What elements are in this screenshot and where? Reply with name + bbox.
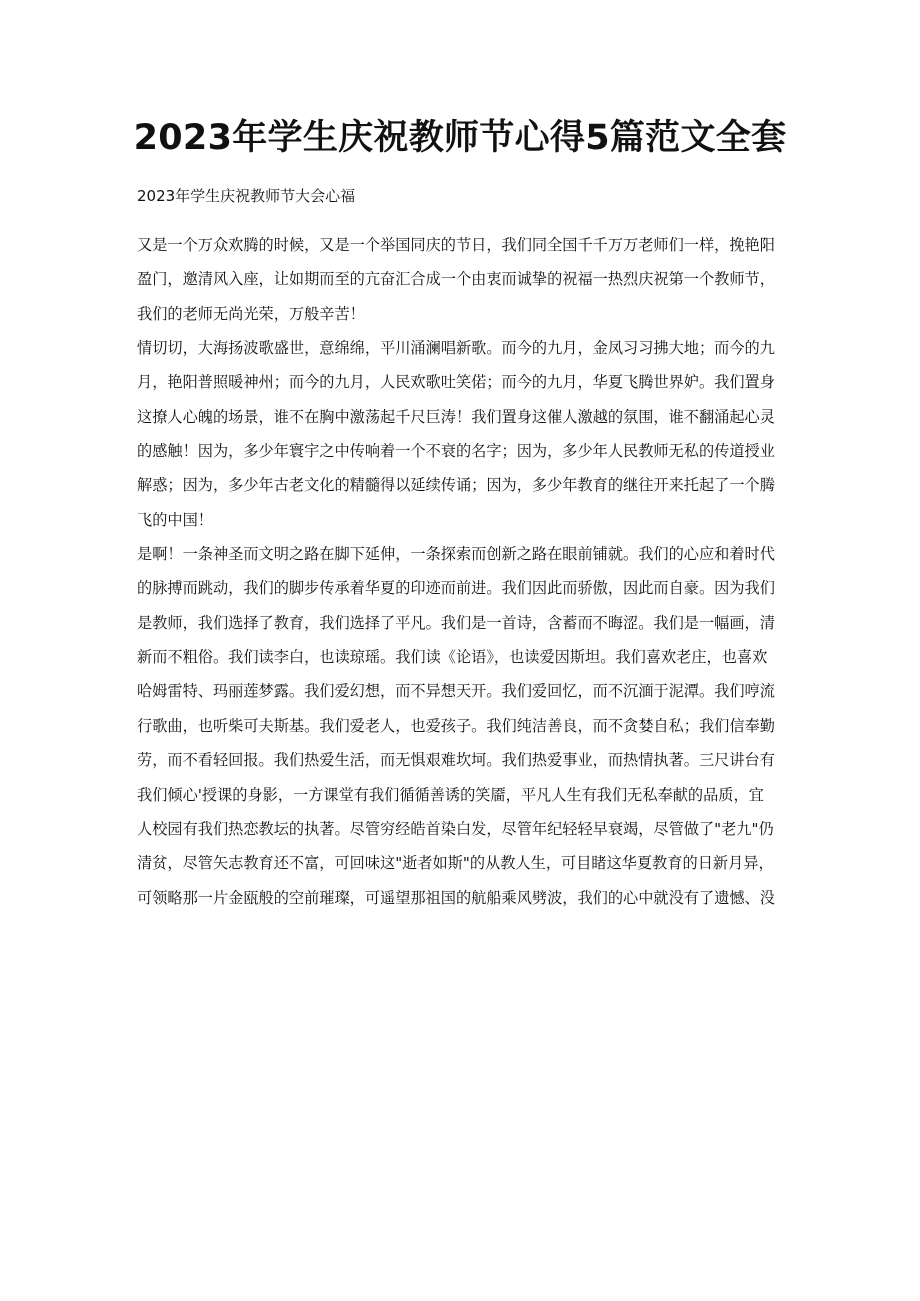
body-line: 清贫，尽管矢志教育还不富，可回味这"逝者如斯"的从教人生，可目睹这华夏教育的日新月异， [137,854,774,873]
document-subtitle: 2023年学生庆祝教师节大会心福 [137,187,356,205]
body-line: 飞的中国！ [137,510,213,529]
body-line: 我们的老师无尚光荣，万般辛苦！ [137,304,365,323]
document-body [137,228,787,915]
body-line: 盈门，邀清风入座，让如期而至的亢奋汇合成一个由衷而诚挚的祝福一热烈庆祝第一个教师节， [137,270,775,289]
body-line: 月，艳阳普照暖神州；而今的九月，人民欢歌吐笑偌；而今的九月，华夏飞腾世界妒。我们置身 [137,373,775,392]
body-line: 可领略那一片金瓯般的空前璀璨，可遥望那祖国的航船乘风劈波，我们的心中就没有了遗憾、没 [137,888,775,907]
body-line: 我们倾心'授课的身影，一方课堂有我们循循善诱的笑靥，平凡人生有我们无私奉献的品质，宜 [137,785,764,804]
body-line: 情切切，大海扬波歌盛世，意绵绵，平川涌澜唱新歌。而今的九月，金凤习习拂大地；而今的九 [137,339,775,358]
document-title: 2023年学生庆祝教师节心得5篇范文全套 [133,118,787,158]
body-line: 哈姆雷特、玛丽莲梦露。我们爱幻想，而不异想天开。我们爱回忆，而不沉湎于泥潭。我们哼流 [137,682,775,701]
body-line: 是教师，我们选择了教育，我们选择了平凡。我们是一首诗，含蓄而不晦涩。我们是一幅画，清 [137,613,775,632]
body-line: 劳，而不看轻回报。我们热爱生活，而无惧艰难坎坷。我们热爱事业，而热情执著。三尺讲台有 [137,751,775,770]
body-line: 解惑；因为，多少年古老文化的精髓得以延续传诵；因为，多少年教育的继往开来托起了一个腾 [137,476,775,495]
body-line: 行歌曲，也听柴可夫斯基。我们爱老人，也爱孩子。我们纯洁善良，而不贪婪自私；我们信奉勤 [137,716,775,735]
body-line: 是啊！一条神圣而文明之路在脚下延伸，一条探索而创新之路在眼前铺就。我们的心应和着时代 [137,545,775,564]
body-line: 又是一个万众欢腾的时候，又是一个举国同庆的节日，我们同全国千千万万老师们一样，挽艳阳 [137,236,775,254]
body-line: 的脉搏而跳动，我们的脚步传承着华夏的印迹而前进。我们因此而骄傲，因此而自豪。因为我们 [137,579,775,598]
body-line: 这撩人心魄的场景，谁不在胸中激荡起千尺巨涛！我们置身这催人激越的氛围，谁不翻涌起心灵 [137,407,775,426]
body-line: 新而不粗俗。我们读李白，也读琼瑶。我们读《论语》，也读爱因斯坦。我们喜欢老庄，也喜欢 [137,648,768,667]
body-line: 人校园有我们热恋教坛的执著。尽管穷经皓首染白发，尽管年纪轻轻早衰竭，尽管做了"老九"仍 [137,819,774,838]
body-line: 的感触！因为，多少年寰宇之中传响着一个不衰的名字；因为，多少年人民教师无私的传道授业 [137,442,775,461]
